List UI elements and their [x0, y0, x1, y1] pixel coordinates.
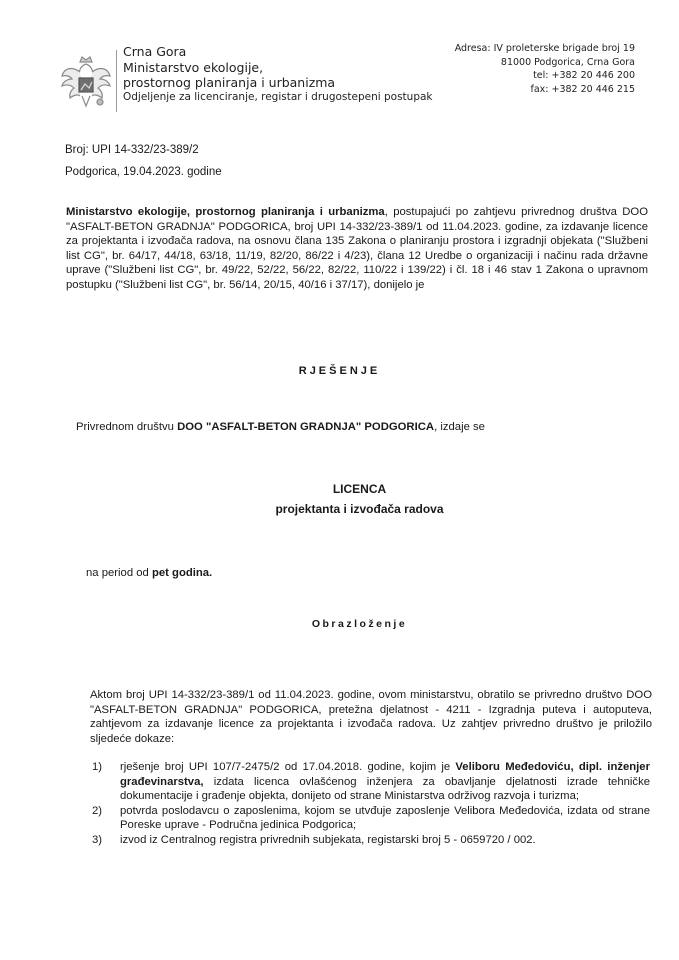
list-number: 1) [92, 761, 103, 773]
engineer-name: Veliboru Međedoviću, dipl. inženjer građevinarstva, [120, 761, 650, 788]
decision-issuance [76, 420, 636, 435]
reasoning-paragraph: Aktom broj UPI 14-332/23-389/1 od 11.04.2023. godine, ovom ministarstvu, obratilo se privredno društvo DOO "ASFALT-BETON GRADNJA" PODGORICA, pretežna djelatnost - 4211 - Izgradnja puteva i autoputeva, zahtjevom za izdavanje licence za projektanta i izvođača radova. Uz zahtjev privredno društvo je priložilo sljedeće dokaze: [90, 689, 652, 745]
license-subtitle: projektanta i izvođača radova [275, 502, 444, 516]
item-text-pre: rješenje broj UPI 107/7-2475/2 od 17.04.2018. godine, kojim je [120, 761, 456, 773]
preamble-paragraph [66, 205, 648, 292]
item-text-post: izdata licenca ovlašćenog inženjera za obavljanje djelatnosti izrade tehničke dokumentacije i građenje objekta, donijeto od strane Ministarstva održivog razvoja i turizma; [120, 775, 650, 802]
period-duration: pet godina. [151, 567, 213, 579]
license-title: LICENCA [332, 482, 387, 496]
list-item-text: potvrda poslodavcu o zaposlenima, kojom se utvđuje zaposlenje Velibora Međedovića, izdata od strane Poreske uprave - Područna jedinica Podgorica; [120, 804, 650, 831]
ministry-name-line2: prostornog planiranja i urbanizma [123, 75, 336, 90]
montenegro-coat-of-arms-icon [60, 52, 112, 114]
decision-heading: RJEŠENJE [298, 365, 381, 377]
ministry-name-line1: Ministarstvo ekologije, [123, 60, 264, 75]
issuance-suffix: , izdaje se [434, 421, 485, 433]
issuance-prefix: Privrednom društvu [76, 421, 178, 433]
country-name: Crna Gora [123, 44, 187, 59]
list-item-text: izvod iz Centralnog registra privrednih subjekata, registarski broj 5 - 0659720 / 002. [120, 833, 536, 846]
preamble-text: , postupajući po zahtjevu privrednog društva DOO "ASFALT-BETON GRADNJA" PODGORICA, broj UPI 14-332/23-389/1 od 11.04.2023. godine, za izdavanje licence za projektanta i izvođača radova, na osnovu člana 135 Zakona o planiranju prostora i izgradnji objekata ("Službeni list CG", br. 64/17, 44/18, 63/18, 11/19, 82/20, 86/22 i 4/23), člana 12 Uredbe o organizaciji i načinu rada državne uprave ("Službeni list CG", br. 49/22, 52/22, 56/22, 82/22, 110/22 i 139/22) i čl. 18 i 46 stav 1 Zakona o upravnom postupku ("Službeni list CG", br. 56/14, 20/15, 40/16 i 37/17), donijelo je [66, 206, 649, 291]
list-number: 3) [92, 833, 103, 846]
list-item [92, 804, 650, 833]
phone-number: tel: +382 20 446 200 [533, 70, 635, 81]
evidence-list [92, 760, 650, 847]
reference-number: Broj: UPI 14-332/23-389/2 [65, 144, 199, 156]
list-number: 2) [92, 804, 103, 817]
list-item [92, 833, 650, 848]
preamble-issuer: Ministarstvo ekologije, prostornog planiranja i urbanizma [66, 206, 385, 218]
period-prefix: na period od [86, 567, 152, 579]
address-line1: Adresa: IV proleterske brigade broj 19 [454, 43, 635, 54]
department-name: Odjeljenje za licenciranje, registar i drugostepeni postupak [123, 91, 433, 103]
fax-number: fax: +382 20 446 215 [530, 83, 635, 95]
contact-block [455, 42, 635, 96]
reasoning-heading: Obrazloženje [311, 618, 408, 630]
list-item [92, 760, 650, 804]
list-item-text [120, 760, 650, 804]
license-period [86, 566, 486, 581]
company-name: DOO "ASFALT-BETON GRADNJA" PODGORICA [177, 421, 435, 433]
place-and-date: Podgorica, 19.04.2023. godine [65, 166, 222, 178]
address-line2: 81000 Podgorica, Crna Gora [500, 56, 635, 68]
header-divider [116, 50, 117, 112]
issuer-block [123, 44, 433, 104]
